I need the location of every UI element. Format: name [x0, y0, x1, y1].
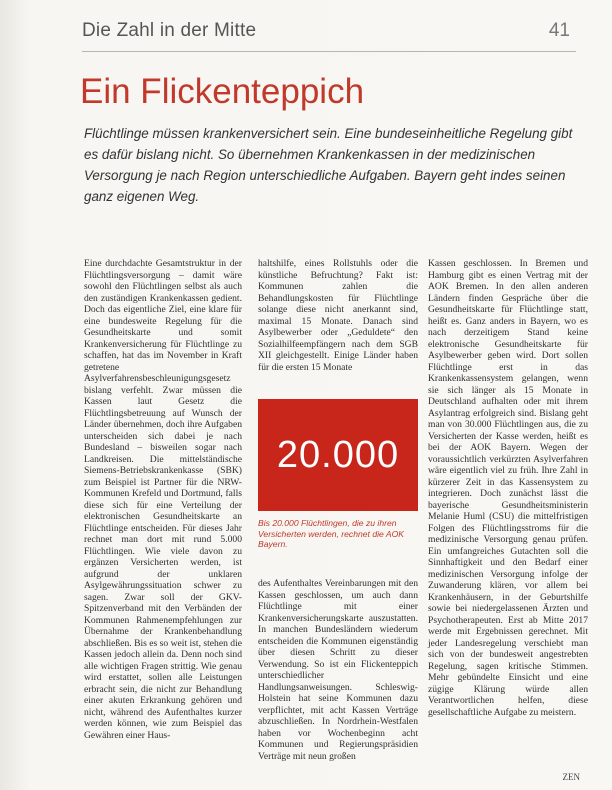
page-number: 41	[548, 20, 570, 41]
column-2-lower-text: des Aufenthaltes Vereinbarungen mit den Kassen geschlossen, um auch dann Flüchtlinge mit einer Krankenversicherungskarte auszustatten. In manchen Bundesländern wiederum entscheiden die Kommunen eigenständig über diesen Schritt zu dieser Verwendung. So ist ein Flickenteppich unterschiedlicher Handlungsanweisungen. Schleswig-Holstein hat seine Kommunen dazu verpflichtet, mit acht Kassen Verträge abzuschließen. In Nordrhein-Westfalen haben vor Wochenbeginn acht Kommunen und Regierungspräsidien Verträge mit neun großen	[258, 578, 418, 762]
column-1-text: Eine durchdachte Gesamtstruktur in der Flüchtlingsversorgung – damit wäre sowohl den Flüchtlingen selbst als auch den zuständigen Krankenkassen gedient. Doch das eigentliche Ziel, eine klare für eine bundesweite Regelung für die Gesundheitskarte und somit Krankenversicherung für Flüchtlinge zu schaffen, hat das im November in Kraft getretene Asylverfahrensbeschleunigungsgesetz bislang verfehlt. Zwar müssen die Kassen laut Gesetz die Flüchtlingsbetreuung auf Wunsch der Länder übernehmen, doch ihre Aufgaben unterscheiden sich dabei je nach Bundesland – bisweilen sogar nach Landkreisen. Die mittelständische Siemens-Betriebskrankenkasse (SBK) zum Beispiel ist Partner für die NRW-Kommunen Krefeld und Dortmund, falls diese sich für eine Verteilung der elektronischen Gesundheitskarte an Flüchtlinge entscheiden. Für dieses Jahr rechnet man dort mit rund 5.000 Flüchtlingen. Wie viele davon zu ergänzen Versicherten werden, ist aufgrund der unklaren Asylgewährungssituation schwer zu sagen. Zwar soll der GKV-Spitzenverband mit den Verbänden der Kommunen Rahmenempfehlungen zur Übernahme der Krankenbehandlung abschließen. Bis es so weit ist, stehen die Kassen jedoch allein da. Denn noch sind alle wichtigen Fragen strittig. Wie genau wird erstattet, sollen alle Leistungen erbracht sein, die nicht zur Behandlung einer akuten Erkrankung gehören und nicht, während des Aufenthaltes kurzer werden können, wie zum Beispiel das Gewähren einer Haus-	[84, 258, 243, 741]
stat-caption: Bis 20.000 Flüchtlingen, die zu ihren Versicherten werden, rechnet die AOK Bayern.	[258, 518, 405, 549]
article-column-2-lower	[258, 578, 418, 762]
section-header: Die Zahl in der Mitte	[82, 20, 257, 41]
column-2-upper-text: haltshilfe, eines Rollstuhls oder die künstliche Befruchtung? Fakt ist: Kommunen zahlen die Behandlungskosten für Flüchtlinge solange diese nicht anerkannt sind, maximal 15 Monate. Danach sind Asylbewerber oder „Geduldete“ den Sozialhilfeempfängern nach dem SGB XII gleichgestellt. Einige Länder haben für die ersten 15 Monate	[258, 258, 418, 373]
stat-number: 20.000	[276, 433, 400, 476]
column-3-text: Kassen geschlossen. In Bremen und Hamburg gibt es einen Vertrag mit der AOK Bremen. In den allen anderen Ländern finden Gespräche über die Gesundheitskarte für Flüchtlinge statt, heißt es. Ganz anders in Bayern, wo es nach derzeitigem Stand keine elektronische Gesundheitskarte für Asylbewerber geben wird. Dort sollen Flüchtlinge erst in das Krankenkassensystem gelangen, wenn sie sich länger als 15 Monate in Deutschland aufhalten oder mit ihrem Asylantrag erfolgreich sind. Bislang geht man von 30.000 Flüchtlingen aus, die zu Versicherten der Kasse werden, heißt es bei der AOK Bayern. Wegen der voraussichtlich verkürzten Asylverfahren wäre eigentlich viel zu früh. Ihre Zahl in kürzerer Zeit in das Kassensystem zu integrieren. Doch zunächst lässt die bayerische Gesundheitsministerin Melanie Huml (CSU) die mittelfristigen Folgen des Flüchtlingsstroms für die medizinische Versorgung genau prüfen. Ein umfangreiches Gutachten soll die Sinnhaftigkeit und den Bedarf einer medizinischen Versorgung infolge der Zuwanderung klären, vor allem bei Krankenhäusern, in der Geburtshilfe sowie bei niedergelassenen Ärzten und Psychotherapeuten. Erst ab Mitte 2017 werde mit Ergebnissen gerechnet. Mit jeder Landesregelung verschiebt man sich von der bundesweit angestrebten Regelung, sagen kritische Stimmen. Mehr gebündelte Einsicht und eine zügige Klärung würde allen Verantwortlichen helfen, diese gesellschaftliche Aufgabe zu meistern.	[428, 258, 588, 718]
article-end-mark: ZEN	[562, 772, 580, 782]
header-divider	[82, 51, 576, 52]
article-lead: Flüchtlinge müssen krankenversichert sein. Eine bundeseinheitliche Regelung gibt es dafür bislang nicht. So übernehmen Krankenkassen in der medizinischen Versorgung je nach Region unterschiedliche Aufgaben. Bayern geht indes seinen ganz eigenen Weg.	[84, 126, 573, 204]
article-headline: Ein Flickenteppich	[80, 72, 365, 111]
stat-box	[258, 399, 418, 511]
article-column-1	[84, 258, 242, 741]
article-column-3	[428, 258, 588, 718]
article-column-2-upper	[258, 258, 418, 373]
